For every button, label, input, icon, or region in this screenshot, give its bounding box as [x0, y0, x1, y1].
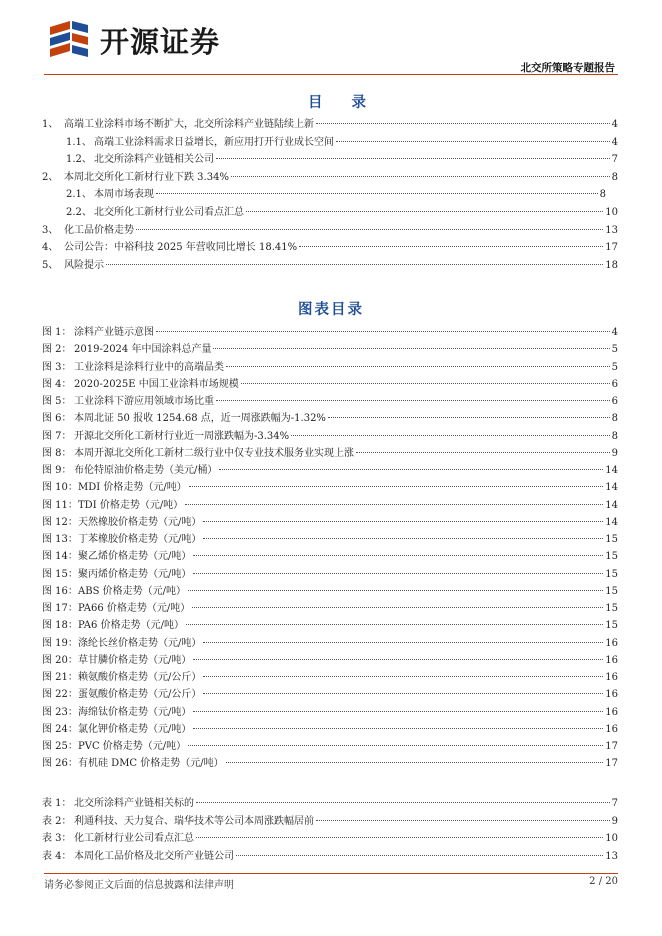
table-entry[interactable]	[42, 813, 618, 830]
entry-page: 10	[605, 207, 618, 218]
dot-leader	[231, 176, 610, 177]
dot-leader	[291, 435, 609, 436]
entry-number: 图 26：	[42, 758, 78, 770]
entry-page: 8	[611, 413, 618, 425]
brand-logo	[48, 16, 220, 64]
entry-number: 2、	[42, 171, 59, 183]
entry-title: 布伦特原油价格走势（美元/桶）	[74, 465, 218, 476]
toc-entry[interactable]	[42, 222, 618, 239]
entry-page: 17	[605, 741, 618, 752]
toc-title: 目 录	[307, 95, 379, 111]
entry-page: 15	[605, 585, 618, 597]
report-type: 北交所策略专题报告	[520, 62, 615, 74]
footer-divider	[44, 873, 618, 874]
figure-entry[interactable]	[42, 669, 618, 686]
dot-leader	[328, 417, 610, 418]
figure-entry[interactable]	[42, 583, 618, 600]
entry-page: 4	[611, 136, 618, 148]
dot-leader	[188, 745, 603, 746]
entry-page: 14	[605, 482, 618, 494]
entry-page: 16	[605, 689, 618, 701]
entry-number: 图 11：	[42, 499, 78, 511]
entry-page: 16	[605, 637, 618, 649]
entry-title: 涂料产业链示意图	[74, 327, 154, 338]
entry-title: 工业涂料是涂料行业中的高端品类	[74, 361, 224, 373]
table-entry[interactable]	[42, 795, 618, 812]
entry-number: 图 25：	[42, 741, 78, 752]
brand-mark-icon	[48, 19, 92, 61]
dot-leader	[203, 693, 603, 694]
entry-title: 涤纶长丝价格走势（元/吨）	[78, 637, 202, 649]
footer-disclaimer: 请务必参阅正文后面的信息披露和法律声明	[44, 880, 234, 891]
figure-entry[interactable]	[42, 445, 618, 462]
entry-number: 3、	[42, 224, 59, 236]
entry-title: PVC 价格走势（元/吨）	[78, 741, 187, 752]
dot-leader	[213, 348, 609, 349]
entry-page: 7	[611, 154, 618, 166]
entry-number: 图 12：	[42, 516, 78, 528]
entry-page: 4	[611, 327, 618, 338]
dot-leader	[193, 711, 603, 712]
entry-title: 工业涂料下游应用领域市场比重	[74, 396, 214, 407]
entry-number: 1、	[42, 119, 59, 130]
entry-page: 16	[605, 723, 618, 735]
entry-page: 16	[605, 654, 618, 666]
entry-title: 本周开源北交所化工新材二级行业中仅专业技术服务业实现上涨	[74, 447, 354, 459]
entry-number: 表 3：	[42, 833, 72, 845]
entry-number: 图 6：	[42, 413, 72, 425]
brand-name: 开源证券	[100, 24, 221, 59]
entry-number: 图 13：	[42, 534, 78, 545]
entry-page: 15	[605, 534, 618, 545]
dot-leader	[299, 246, 603, 247]
dot-leader	[106, 264, 603, 265]
entry-number: 图 7：	[42, 430, 72, 442]
entry-page: 14	[605, 499, 618, 511]
entry-number: 图 23：	[42, 706, 78, 718]
dot-leader	[219, 469, 603, 470]
entry-number: 图 3：	[42, 361, 72, 373]
dot-leader	[186, 624, 603, 625]
entry-number: 表 1：	[42, 798, 72, 809]
figure-entry[interactable]	[42, 617, 618, 634]
figure-entry[interactable]	[42, 462, 618, 479]
dot-leader	[236, 855, 603, 856]
figure-entry[interactable]	[42, 514, 618, 531]
entry-number: 图 19：	[42, 637, 78, 649]
entry-title: 利通科技、天力复合、瑞华技术等公司本周涨跌幅居前	[74, 815, 314, 827]
entry-page: 14	[605, 516, 618, 528]
entry-page: 6	[611, 396, 618, 407]
figure-entry[interactable]	[42, 652, 618, 669]
dot-leader	[196, 837, 603, 838]
entry-page: 17	[605, 758, 618, 770]
entry-title: 高端工业涂料需求日益增长，新应用打开行业成长空间	[94, 136, 334, 148]
figure-entry[interactable]	[42, 686, 618, 703]
entry-number: 1.2、	[66, 154, 92, 166]
entry-title: 有机硅 DMC 价格走势（元/吨）	[78, 758, 224, 770]
entry-title: 本周北证 50 报收 1254.68 点，近一周涨跌幅为-1.32%	[74, 413, 326, 425]
dot-leader	[316, 820, 610, 821]
entry-number: 图 5：	[42, 396, 72, 407]
dot-leader	[203, 642, 603, 643]
entry-number: 图 8：	[42, 447, 72, 459]
dot-leader	[185, 504, 603, 505]
entry-title: 公司公告：中裕科技 2025 年营收同比增长 18.41%	[64, 242, 298, 254]
entry-title: MDI 价格走势（元/吨）	[78, 482, 187, 494]
toc-entry[interactable]	[66, 204, 618, 221]
entry-page: 7	[611, 798, 618, 809]
entry-title: 本周北交所化工新材行业下跌 3.34%	[64, 171, 229, 183]
entry-page: 10	[605, 833, 618, 845]
figure-entry[interactable]	[42, 704, 618, 721]
figure-entry[interactable]	[42, 324, 618, 341]
entry-page: 9	[611, 815, 618, 827]
entry-title: 丁苯橡胶价格走势（元/吨）	[78, 534, 202, 545]
entry-number: 1.1、	[66, 136, 92, 148]
entry-title: 北交所化工新材行业公司看点汇总	[94, 207, 244, 218]
entry-title: 高端工业涂料市场不断扩大，北交所涂料产业链陆续上新	[64, 119, 314, 130]
dot-leader	[316, 123, 610, 124]
entry-number: 图 18：	[42, 620, 78, 632]
entry-page: 15	[605, 603, 618, 614]
entry-title: 氯化钾价格走势（元/吨）	[78, 723, 192, 735]
figure-entry[interactable]	[42, 600, 618, 617]
toc-entry[interactable]	[42, 116, 618, 133]
entry-title: 北交所涂料产业链相关公司	[94, 154, 214, 166]
entry-page: 13	[605, 224, 618, 236]
entry-number: 2.1、	[66, 189, 92, 201]
entry-number: 图 10：	[42, 482, 78, 494]
entry-title: 开源北交所化工新材行业近一周涨跌幅为-3.34%	[74, 430, 290, 442]
dot-leader	[241, 383, 610, 384]
entry-number: 2.2、	[66, 207, 92, 218]
figure-entry[interactable]	[42, 393, 618, 410]
figure-entry[interactable]	[42, 410, 618, 427]
dot-leader	[193, 728, 603, 729]
entry-number: 图 15：	[42, 568, 78, 580]
figure-entry[interactable]	[42, 479, 618, 496]
entry-title: 北交所涂料产业链相关标的	[74, 798, 194, 809]
figure-entry[interactable]	[42, 548, 618, 565]
dot-leader	[196, 802, 610, 803]
entry-title: 赖氨酸价格走势（元/公斤）	[78, 672, 202, 683]
table-entry[interactable]	[42, 848, 618, 865]
entry-number: 图 4：	[42, 378, 72, 390]
entry-page: 9	[611, 447, 618, 459]
dot-leader	[156, 193, 598, 194]
entry-title: 本周市场表现	[94, 189, 154, 201]
dot-leader	[203, 521, 603, 522]
entry-number: 图 20：	[42, 654, 78, 666]
entry-title: 聚丙烯价格走势（元/吨）	[78, 568, 192, 580]
figure-entry[interactable]	[42, 635, 618, 652]
toc-entry[interactable]	[66, 134, 618, 151]
entry-page: 8	[611, 430, 618, 442]
toc-entry[interactable]	[42, 257, 618, 274]
figure-entry[interactable]	[42, 566, 618, 583]
figure-entry[interactable]	[42, 428, 618, 445]
entry-number: 图 24：	[42, 723, 78, 735]
dot-leader	[192, 607, 603, 608]
dot-leader	[188, 590, 603, 591]
dot-leader	[193, 555, 603, 556]
entry-title: 海绵钛价格走势（元/吨）	[78, 706, 192, 718]
dot-leader	[189, 486, 604, 487]
entry-page: 8	[599, 189, 606, 201]
entry-page: 5	[611, 344, 618, 356]
entry-page: 18	[605, 259, 618, 271]
entry-page: 16	[605, 706, 618, 718]
figure-entry[interactable]	[42, 497, 618, 514]
dot-leader	[136, 229, 603, 230]
entry-number: 图 16：	[42, 585, 78, 597]
entry-page: 16	[605, 672, 618, 683]
entry-page: 6	[611, 378, 618, 390]
table-entry[interactable]	[42, 830, 618, 847]
entry-number: 5、	[42, 259, 59, 271]
figure-entry[interactable]	[42, 721, 618, 738]
entry-page: 4	[611, 119, 618, 130]
entry-number: 表 4：	[42, 850, 72, 862]
dot-leader	[203, 676, 603, 677]
entry-title: 2019-2024 年中国涂料总产量	[74, 344, 212, 356]
dot-leader	[226, 366, 610, 367]
entry-number: 表 2：	[42, 815, 72, 827]
entry-title: 化工品价格走势	[64, 224, 134, 236]
entry-title: 化工新材行业公司看点汇总	[74, 833, 194, 845]
entry-title: 风险提示	[64, 259, 104, 271]
figure-entry[interactable]	[42, 359, 618, 376]
figures-title: 图表目录	[298, 302, 364, 318]
entry-title: 2020-2025E 中国工业涂料市场规模	[74, 378, 239, 390]
dot-leader	[203, 538, 603, 539]
figure-entry[interactable]	[42, 755, 618, 772]
figure-entry[interactable]	[42, 376, 618, 393]
entry-title: TDI 价格走势（元/吨）	[78, 499, 184, 511]
header-divider	[44, 74, 618, 75]
entry-page: 15	[605, 620, 618, 632]
entry-number: 图 1：	[42, 327, 72, 338]
dot-leader	[216, 400, 610, 401]
entry-title: 天然橡胶价格走势（元/吨）	[78, 516, 202, 528]
entry-number: 4、	[42, 242, 59, 254]
entry-title: PA66 价格走势（元/吨）	[78, 603, 191, 614]
dot-leader	[156, 331, 610, 332]
entry-page: 13	[605, 850, 618, 862]
figure-entry[interactable]	[42, 341, 618, 358]
entry-page: 8	[611, 171, 618, 183]
entry-number: 图 22：	[42, 689, 78, 701]
entry-page: 15	[605, 568, 618, 580]
entry-title: 聚乙烯价格走势（元/吨）	[78, 551, 192, 563]
entry-number: 图 2：	[42, 344, 72, 356]
dot-leader	[193, 659, 603, 660]
figure-entry[interactable]	[42, 738, 618, 755]
entry-page: 15	[605, 551, 618, 563]
toc-entry[interactable]	[42, 239, 618, 256]
figure-entry[interactable]	[42, 531, 618, 548]
toc-entry[interactable]	[66, 151, 618, 168]
entry-number: 图 21：	[42, 672, 78, 683]
page-indicator: 2 / 20	[589, 876, 618, 887]
dot-leader	[336, 141, 610, 142]
entry-page: 14	[605, 465, 618, 476]
entry-number: 图 17：	[42, 603, 78, 614]
entry-number: 图 9：	[42, 465, 72, 476]
dot-leader	[226, 762, 604, 763]
entry-title: 蛋氨酸价格走势（元/公斤）	[78, 689, 202, 701]
entry-title: 本周化工品价格及北交所产业链公司	[74, 850, 234, 862]
dot-leader	[193, 573, 603, 574]
toc-entry[interactable]	[66, 186, 606, 203]
entry-page: 17	[605, 242, 618, 254]
entry-page: 5	[611, 361, 618, 373]
toc-entry[interactable]	[42, 169, 618, 186]
dot-leader	[246, 211, 603, 212]
entry-title: PA6 价格走势（元/吨）	[78, 620, 184, 632]
entry-title: 草甘膦价格走势（元/吨）	[78, 654, 192, 666]
entry-title: ABS 价格走势（元/吨）	[78, 585, 186, 597]
dot-leader	[356, 452, 610, 453]
entry-number: 图 14：	[42, 551, 78, 563]
dot-leader	[216, 158, 610, 159]
